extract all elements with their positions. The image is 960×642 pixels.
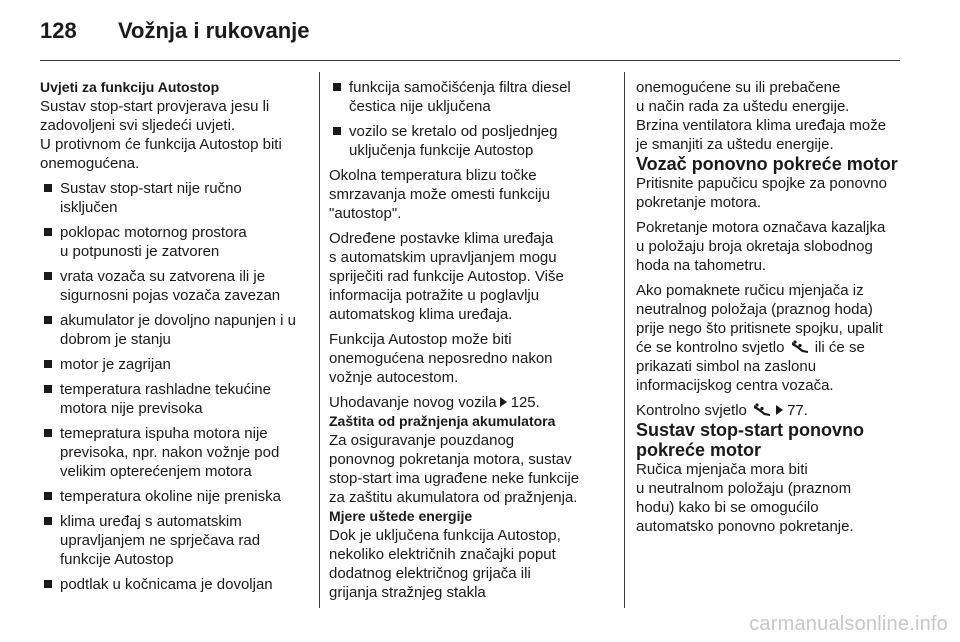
battery-protection-text: Za osiguravanje pouzdanog ponovnog pokretanja motora, sustav stop-start ima ugrađene neke funkcije za zaštitu akumulatora od pražnjenja.: [329, 432, 580, 506]
bullet-square-icon: [44, 316, 52, 324]
bullet-square-icon: [44, 429, 52, 437]
header-rule: [40, 60, 900, 61]
bullet-square-icon: [44, 517, 52, 525]
paragraph-climate-settings: Određene postavke klima uređaja s automatskim upravljanjem mogu spriječiti rad funkcije Autostop. Više informacija potražite u poglavlju automatskog klima uređaja.: [329, 230, 564, 323]
autostop-conditions-heading: Uvjeti za funkciju Autostop: [40, 79, 220, 95]
bullet-square-icon: [333, 83, 341, 91]
page-reference-arrow-icon: [776, 405, 783, 415]
energy-saving-text-continued: onemogućene su ili prebačene u način rada za uštedu energije. Brzina ventilatora klima uređaja može je smanjiti za uštedu energije.: [636, 79, 887, 153]
list-item: motor je zagrijan: [40, 355, 312, 374]
system-restart-heading: Sustav stop-start ponovno pokreće motor: [636, 420, 865, 460]
bullet-square-icon: [44, 492, 52, 500]
paragraph-neutral-position: Ručica mjenjača mora biti u neutralnom položaju (praznom hodu) kako bi se omogućilo automatsko ponovno pokretanje.: [636, 461, 854, 535]
list-item: vrata vozača su zatvorena ili je sigurnosni pojas vozača zavezan: [40, 267, 312, 305]
column-divider-2: [624, 72, 625, 608]
column-3: [636, 78, 906, 536]
paragraph-freezing: Okolna temperatura blizu točke smrzavanja može omesti funkciju "autostop".: [329, 167, 550, 222]
paragraph-gear-lever: Ako pomaknete ručicu mjenjača iz neutralnog položaja (praznog hoda) prije nego što pritisnete spojku, upalit će se kontrolno svjetlo ili će se prikazati simbol na zaslonu informacijskog centra vozača.: [636, 282, 883, 394]
bullet-square-icon: [44, 360, 52, 368]
paragraph-tachometer: Pokretanje motora označava kazaljka u položaju broja okretaja slobodnog hoda na tahometru.: [636, 219, 886, 274]
column-1: [40, 78, 312, 600]
bullet-square-icon: [44, 580, 52, 588]
page-reference[interactable]: 77.: [787, 402, 808, 419]
paragraph-control-lamp: Kontrolno svjetlo 77.: [636, 402, 808, 419]
page-title: Vožnja i rukovanje: [118, 18, 310, 43]
bullet-square-icon: [44, 228, 52, 236]
paragraph-highway: Funkcija Autostop može biti onemogućena neposredno nakon vožnje autocestom.: [329, 331, 553, 386]
list-item: poklopac motornog prostora u potpunosti je zatvoren: [40, 223, 312, 261]
list-item: vozilo se kretalo od posljednjeg uključenja funkcije Autostop: [329, 122, 609, 160]
energy-saving-text: Dok je uključena funkcija Autostop, nekoliko električnih značajki poput dodatnog električnog grijača ili grijanja stražnjeg stakla: [329, 527, 561, 601]
autostop-indicator-icon: [791, 340, 809, 353]
battery-protection-heading: Zaštita od pražnjenja akumulatora: [329, 413, 556, 429]
list-item: klima uređaj s automatskim upravljanjem ne sprječava rad funkcije Autostop: [40, 512, 312, 569]
bullet-square-icon: [44, 385, 52, 393]
list-item: Sustav stop-start nije ručno isključen: [40, 179, 312, 217]
autostop-conditions-list-continued: [329, 78, 609, 160]
column-divider-1: [319, 72, 320, 608]
list-item: podtlak u kočnicama je dovoljan: [40, 575, 312, 594]
autostop-conditions-list: [40, 179, 312, 594]
page-reference-arrow-icon: [500, 397, 507, 407]
watermark: carmanualsonline.info: [749, 613, 948, 635]
list-item: akumulator je dovoljno napunjen i u dobrom je stanju: [40, 311, 312, 349]
paragraph-running-in: Uhodavanje novog vozila 125.: [329, 394, 540, 411]
list-item: funkcija samočišćenja filtra diesel čestica nije uključena: [329, 78, 609, 116]
bullet-square-icon: [333, 127, 341, 135]
column-2: [329, 78, 609, 602]
driver-restart-heading: Vozač ponovno pokreće motor: [636, 154, 898, 174]
list-item: temepratura ispuha motora nije previsoka, npr. nakon vožnje pod velikim opterećenjem motora: [40, 424, 312, 481]
autostop-indicator-icon: [753, 403, 771, 416]
bullet-square-icon: [44, 184, 52, 192]
bullet-square-icon: [44, 272, 52, 280]
page-number: 128: [40, 18, 77, 43]
list-item: temperatura okoline nije preniska: [40, 487, 312, 506]
list-item: temperatura rashladne tekućine motora nije previsoka: [40, 380, 312, 418]
autostop-conditions-intro: Sustav stop-start provjerava jesu li zadovoljeni svi sljedeći uvjeti. U protivnom će funkcija Autostop biti onemogućena.: [40, 98, 282, 172]
energy-saving-heading: Mjere uštede energije: [329, 508, 473, 524]
page-reference[interactable]: 125.: [510, 394, 540, 411]
paragraph-press-clutch: Pritisnite papučicu spojke za ponovno pokretanje motora.: [636, 175, 887, 211]
